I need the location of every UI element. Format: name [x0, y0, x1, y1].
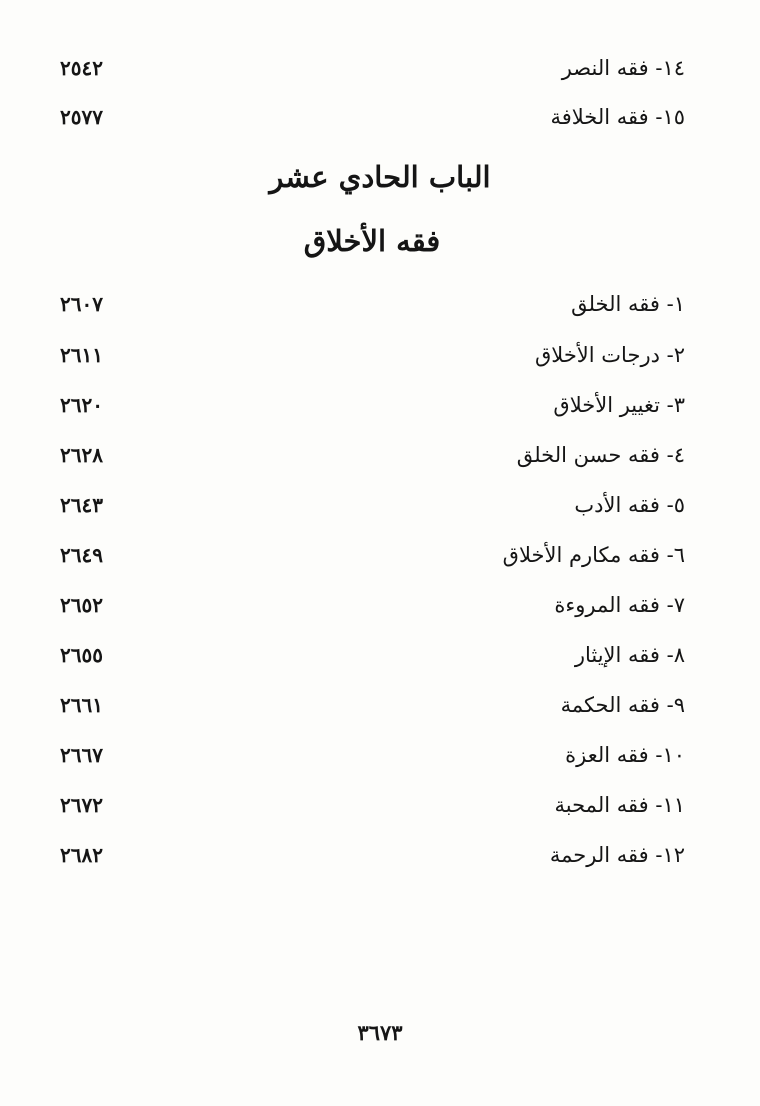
toc-entry [60, 587, 685, 623]
entry-page-number: ٢٦٢٨ [60, 443, 103, 467]
toc-entry [60, 387, 685, 423]
entry-title: ١٠- فقه العزة [565, 743, 685, 767]
toc-entry [60, 737, 685, 773]
page-number: ٣٦٧٣ [357, 1020, 403, 1045]
entry-page-number: ٢٦٦١ [60, 693, 103, 717]
toc-entry [60, 487, 685, 523]
entry-title: ١٢- فقه الرحمة [549, 843, 685, 867]
entry-page-number: ٢٦٦٧ [60, 743, 103, 767]
toc-entry [60, 50, 685, 86]
entry-page-number: ٢٦٧٢ [60, 793, 103, 817]
entry-title: ١١- فقه المحبة [554, 793, 685, 817]
toc-entry [60, 537, 685, 573]
toc-entry [60, 437, 685, 473]
entry-title: ١٤- فقه النصر [561, 56, 685, 80]
chapter-heading: الباب الحادي عشر [269, 160, 491, 194]
toc-entry [60, 787, 685, 823]
entry-title: ٤- فقه حسن الخلق [516, 443, 685, 467]
entry-title: ٩- فقه الحكمة [560, 693, 685, 717]
chapter-subheading: فقه الأخلاق [303, 224, 441, 258]
entry-page-number: ٢٦٥٢ [60, 593, 103, 617]
entry-page-number: ٢٦٠٧ [60, 292, 103, 316]
entry-title: ٣- تغيير الأخلاق [553, 393, 685, 417]
entry-page-number: ٢٥٧٧ [60, 105, 103, 129]
entry-page-number: ٢٦٨٢ [60, 843, 103, 867]
entry-page-number: ٢٦٤٣ [60, 493, 103, 517]
toc-entry [60, 837, 685, 873]
toc-entry [60, 637, 685, 673]
entry-title: ٨- فقه الإيثار [574, 643, 685, 667]
entry-title: ٢- درجات الأخلاق [535, 343, 685, 367]
entry-title: ١- فقه الخلق [571, 292, 685, 316]
toc-entry [60, 99, 685, 135]
toc-entry [60, 337, 685, 373]
entry-page-number: ٢٦٤٩ [60, 543, 103, 567]
entry-page-number: ٢٦٥٥ [60, 643, 103, 667]
entry-title: ١٥- فقه الخلافة [550, 105, 685, 129]
entry-page-number: ٢٦١١ [60, 343, 103, 367]
entry-page-number: ٢٦٢٠ [60, 393, 103, 417]
entry-title: ٥- فقه الأدب [574, 493, 685, 517]
entry-page-number: ٢٥٤٢ [60, 56, 103, 80]
entry-title: ٧- فقه المروءة [554, 593, 685, 617]
toc-entry [60, 286, 685, 322]
toc-entry [60, 687, 685, 723]
entry-title: ٦- فقه مكارم الأخلاق [502, 543, 685, 567]
